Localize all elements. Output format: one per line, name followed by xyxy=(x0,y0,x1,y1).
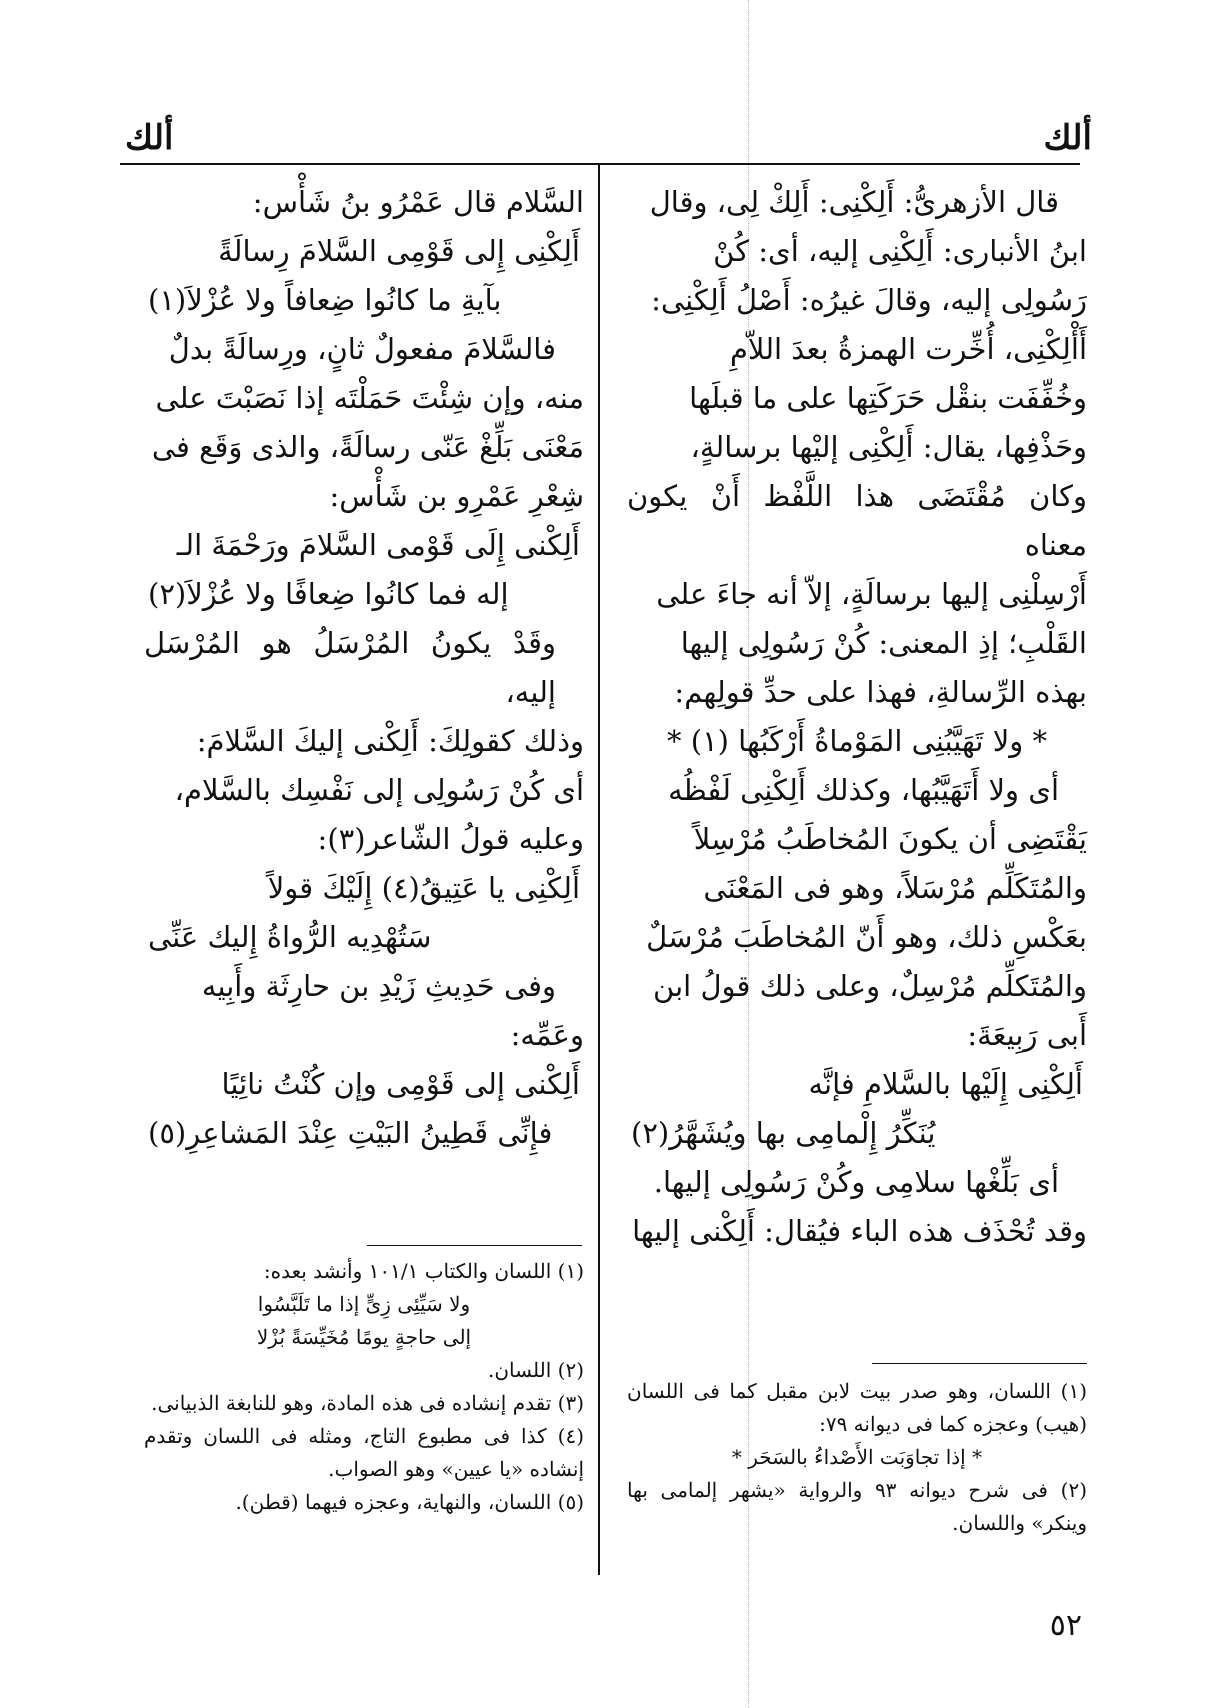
page-number: ٥٢ xyxy=(1049,1608,1082,1643)
text-line: وخُفِّفَت بنقْل حَرَكَتِها على ما قبلَها xyxy=(689,381,1087,415)
column-divider xyxy=(598,165,600,1575)
text-line: ابنُ الأنبارى: أَلِكْنِى إليه، أى: كُنْ xyxy=(713,234,1087,268)
running-head-left: ألك xyxy=(125,118,174,158)
text-line: وفى حَدِيثِ زَيْدِ بن حارِثَة وأَبِيه xyxy=(201,969,556,1003)
verse xyxy=(627,1060,1087,1158)
footnote: (١) اللسان والكتاب ١٠١/١ وأنشد بعده: xyxy=(263,1259,584,1283)
text-line: أَأْلِكْنِى، أُخِّرت الهمزةُ بعدَ اللاّمِ xyxy=(729,332,1087,366)
text-line: مَعْنَى بَلِّغْ عَنّى رسالَةً، والذى وَقَع فى xyxy=(151,430,584,464)
text-line: أَرْسِلْنِى إليها برسالَةٍ، إلاّ أنه جاءَ على xyxy=(656,577,1087,611)
verse-second-hemistich: بآيةِ ما كانُوا ضِعافاً ولا عُزْلاَ(١) xyxy=(148,283,502,317)
left-column xyxy=(144,178,584,1158)
text-line: والمُتَكلِّم مُرْسِلٌ، وعلى ذلك قولُ ابن xyxy=(653,969,1087,1003)
text-line: وعَمِّه: xyxy=(510,1018,584,1052)
text-line: منه، وإن شِئْتَ حَمَلْتَه إذا نَصَبْتَ على xyxy=(155,381,584,415)
text-line: رَسُولِى إليه، وقالَ غيرُه: أَصْلُ أَلِكْنِى: xyxy=(651,283,1087,317)
quoted-hemistich: * ولا تَهَيَّبُنِى المَوْماةُ أَرْكَبُها (١) * xyxy=(667,724,1047,758)
footnote: (٢) فى شرح ديوانه ٩٣ والرواية «يشهر إلمامى بها وينكر» واللسان. xyxy=(627,1478,1087,1535)
text-line: شِعْرِ عَمْرِو بن شَأْس: xyxy=(329,479,584,513)
verse-first-hemistich: أَلِكْنى إلى قَوْمِى وإن كُنْتُ نائِيًا xyxy=(221,1067,580,1101)
running-head-right: ألك xyxy=(1043,118,1092,158)
text-line: السَّلام قال عَمْرُو بنُ شَأْس: xyxy=(252,185,584,219)
verse xyxy=(144,521,584,619)
footnote-verse: * إذا تجاوَبَت الأَصْداءُ بالسَحَر * xyxy=(731,1445,983,1469)
text-line: وعليه قولُ الشّاعر(٣): xyxy=(317,822,584,856)
verse xyxy=(144,1060,584,1158)
text-line: بهذه الرِّسالةِ، فهذا على حدِّ قولِهم: xyxy=(674,675,1087,709)
text-line: والمُتَكَلِّم مُرْسَلاً، وهو فى المَعْنَى xyxy=(703,871,1087,905)
text-line: وقد تُحْذَف هذه الباء فيُقال: أَلِكْنى إليها xyxy=(632,1214,1087,1248)
text-line: قال الأزهرىُّ: أَلِكْنِى: أَلِكْ لِى، وقال xyxy=(649,185,1059,219)
footnote: (٣) تقدم إنشاده فى هذه المادة، وهو للنابغة الذبيانى. xyxy=(151,1391,584,1415)
verse xyxy=(144,864,584,962)
footnote: (٤) كذا فى مطبوع التاج، ومثله فى اللسان وتقدم إنشاده «يا عيين» وهو الصواب. xyxy=(144,1424,584,1481)
verse-second-hemistich: إله فما كانُوا ضِعافًا ولا عُزْلاَ(٢) xyxy=(148,577,509,611)
footnote-rule-left xyxy=(367,1245,582,1246)
text-line: فالسَّلامَ مفعولٌ ثانٍ، ورِسالَةً بدلٌ xyxy=(168,332,556,366)
text-line: بعَكْسِ ذلك، وهو أَنّ المُخاطَبَ مُرْسَلٌ xyxy=(646,920,1087,954)
text-line: أى ولا أَتَهَيَّبُها، وكذلك أَلِكْنِى لَفْظُه xyxy=(668,773,1059,807)
verse-second-hemistich: سَتُهْدِيه الرُّواةُ إِليك عَنِّى xyxy=(148,920,432,954)
verse-second-hemistich: يُنَكِّرُ إِلْمامِى بها ويُشَهَّرُ(٢) xyxy=(631,1116,936,1150)
verse-first-hemistich: أَلِكْنِى يا عَتِيقُ(٤) إِلَيْكَ قولاً xyxy=(267,871,580,905)
footnotes-left xyxy=(144,1255,584,1519)
right-column xyxy=(627,178,1087,1256)
header-rule xyxy=(120,163,1080,165)
footnote-verse: إلى حاجةٍ يومًا مُخَيِّسَةً بُزْلا xyxy=(256,1325,472,1349)
footnote: (٥) اللسان، والنهاية، وعجزه فيهما (قطن). xyxy=(235,1490,584,1514)
verse-first-hemistich: أَلِكْنِى إِلَيْها بالسَّلامِ فإنَّه xyxy=(808,1067,1083,1101)
footnote-verse: ولا سَيِّئِى زِىٍّ إذا ما تَلَبَّسُوا xyxy=(257,1292,471,1316)
text-line: وكان مُقْتَضَى هذا اللَّفْظ أَنْ يكون معناه xyxy=(627,479,1087,562)
verse-first-hemistich: أَلِكْنى إِلَى قَوْمى السَّلامَ ورَحْمَةَ الـ xyxy=(176,528,580,562)
text-line: أى كُنْ رَسُولِى إلى نَفْسِك بالسَّلام، xyxy=(174,773,584,807)
footnotes-right xyxy=(627,1375,1087,1540)
verse xyxy=(144,227,584,325)
verse-second-hemistich: فإِنِّى قَطِينُ البَيْتِ عِنْدَ المَشاعِرِ(٥) xyxy=(148,1116,553,1150)
text-line: يَقْتَضِى أن يكونَ المُخاطَبُ مُرْسِلاً xyxy=(693,822,1087,856)
text-line: وقَدْ يكونُ المُرْسَلُ هو المُرْسَل إليه، xyxy=(144,626,556,709)
footnote: (٢) اللسان. xyxy=(488,1358,584,1382)
text-line: وحَذْفِها، يقال: أَلِكْنِى إليْها برسالةٍ، xyxy=(690,430,1087,464)
verse-first-hemistich: أَلِكْنِى إِلى قَوْمِى السَّلامَ رِسالَةً xyxy=(218,234,580,268)
text-line: أَبى رَبِيعَةَ: xyxy=(967,1018,1087,1052)
footnote: (١) اللسان، وهو صدر بيت لابن مقبل كما فى اللسان (هيب) وعجزه كما فى ديوانه ٧٩: xyxy=(627,1379,1087,1436)
footnote-rule-right xyxy=(872,1363,1087,1364)
text-line: القَلْبِ؛ إذِ المعنى: كُنْ رَسُولِى إليها xyxy=(680,626,1087,660)
text-line: أى بَلِّغْها سلامِى وكُنْ رَسُولِى إليها. xyxy=(653,1165,1059,1199)
text-line: وذلك كقولِكَ: أَلِكْنى إليكَ السَّلامَ: xyxy=(196,724,584,758)
